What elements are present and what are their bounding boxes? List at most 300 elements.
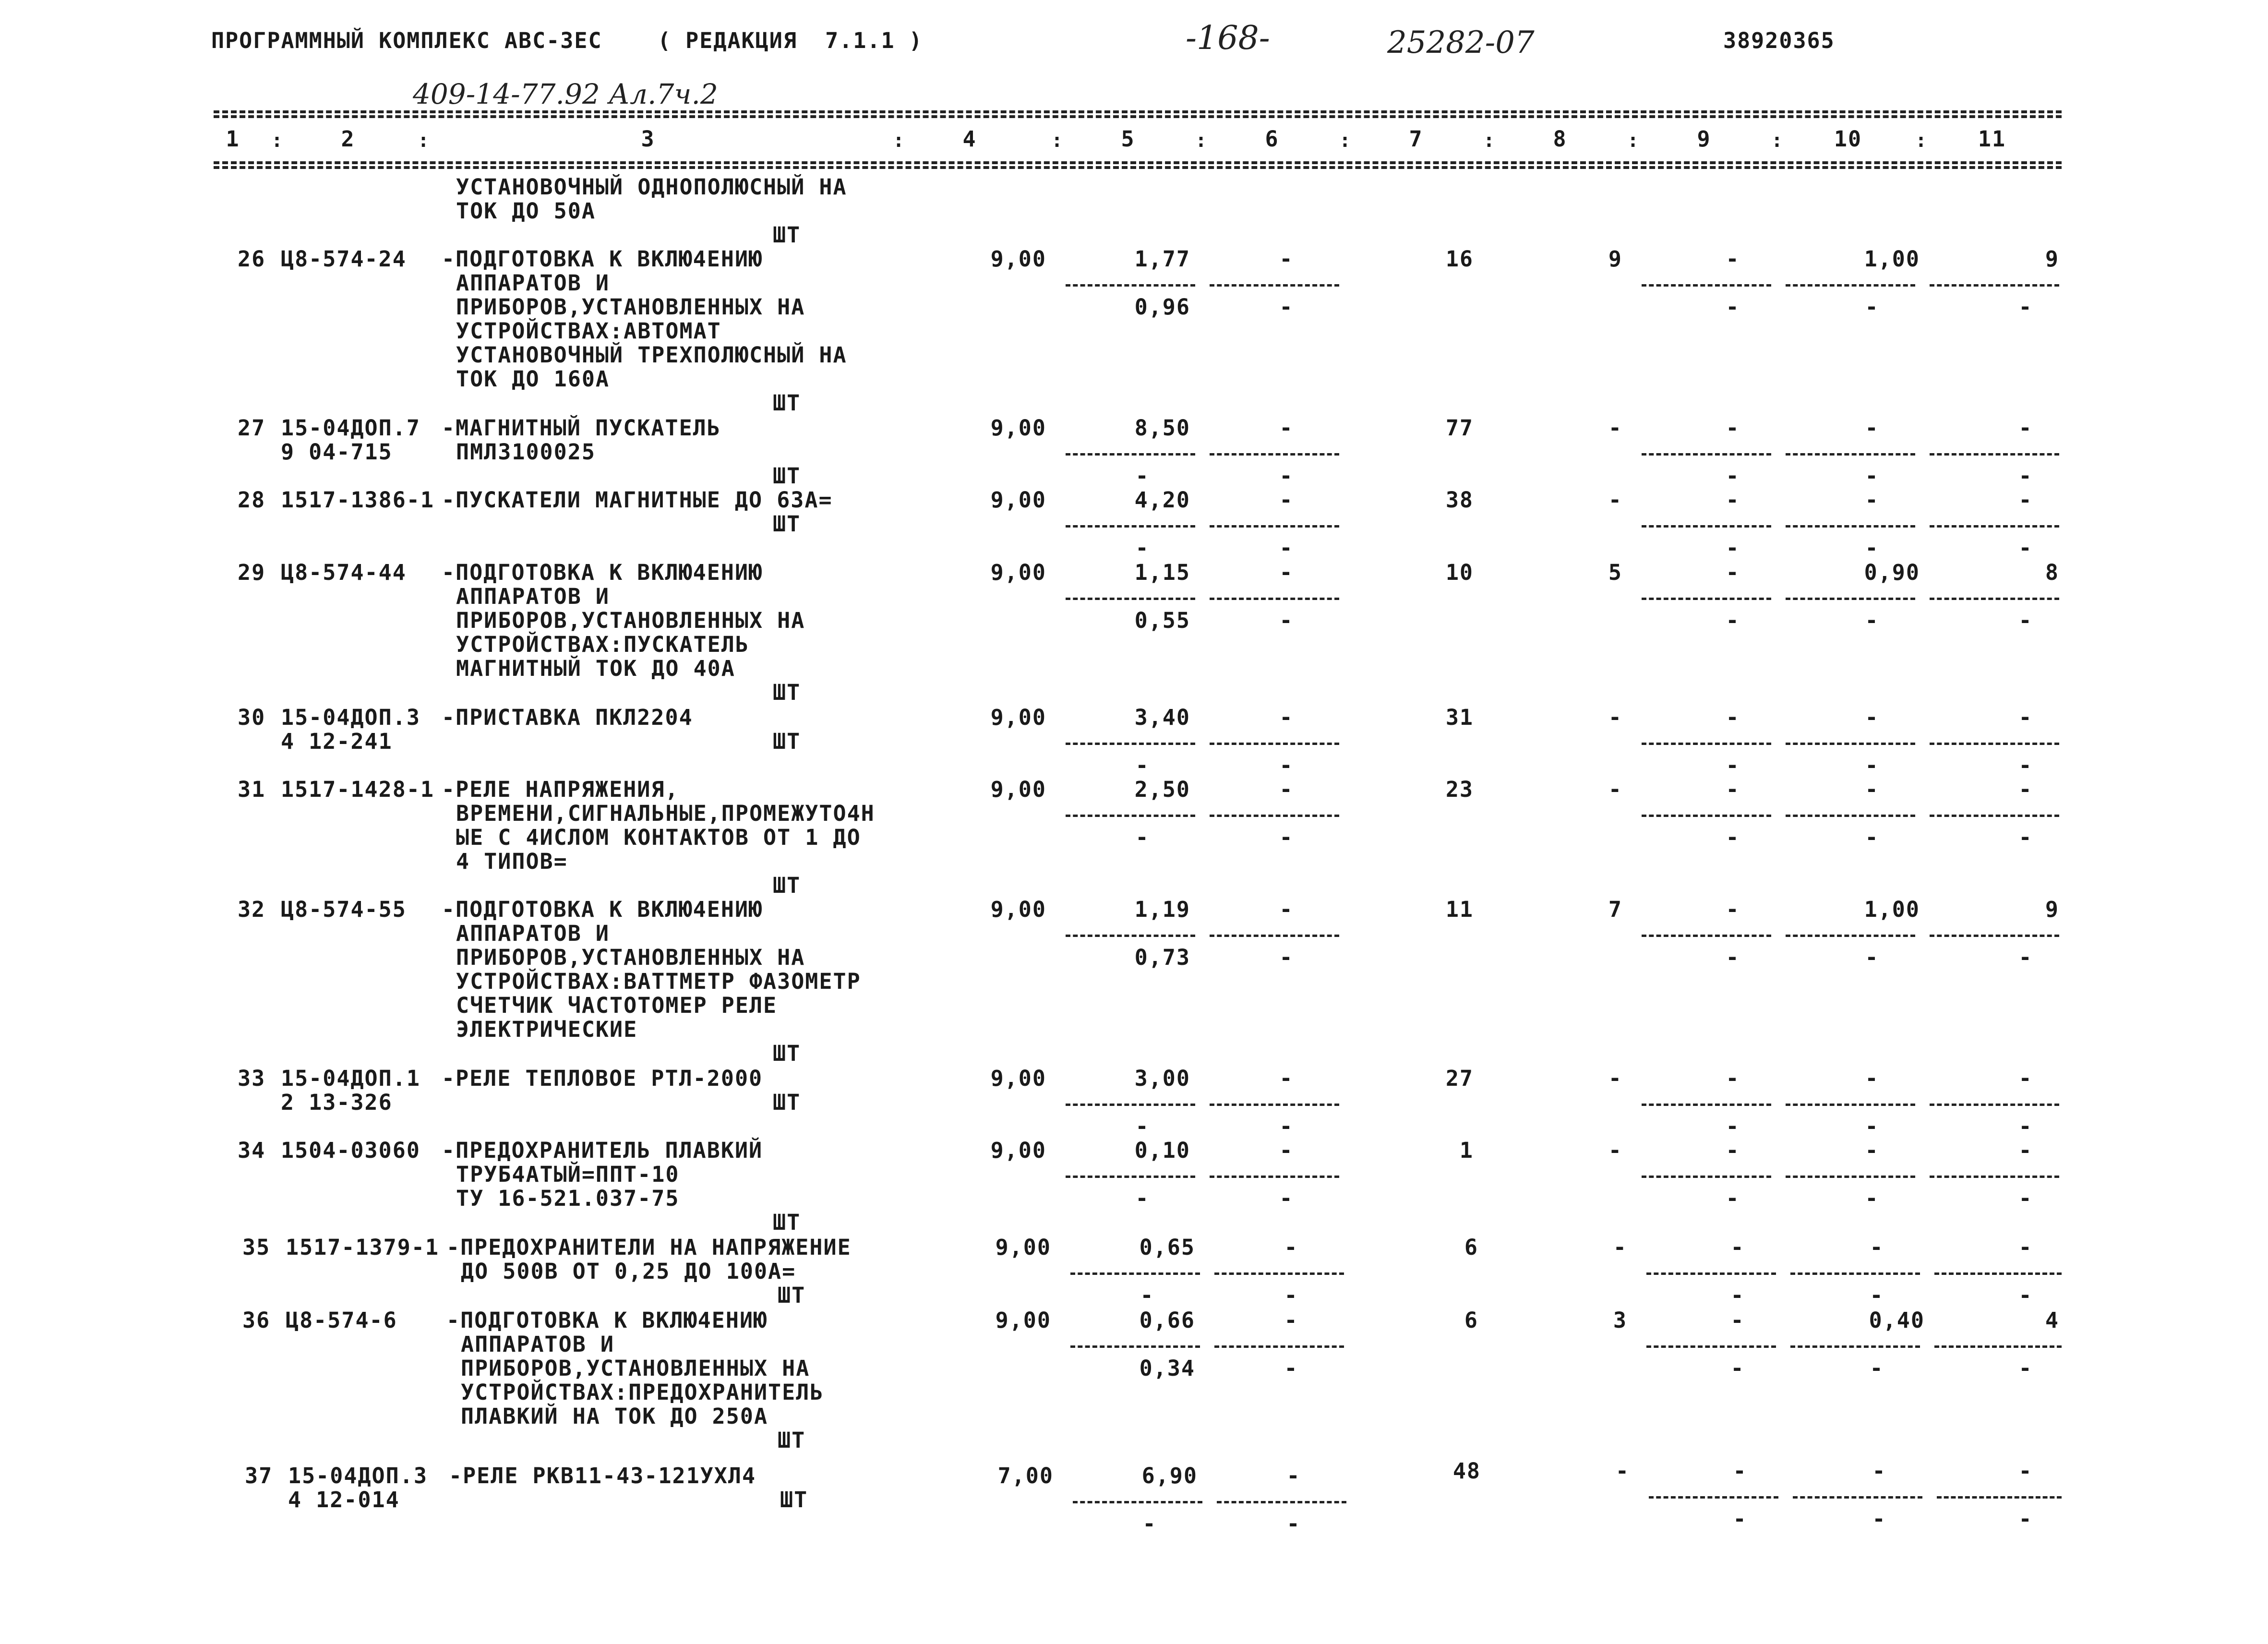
row-number: 26 xyxy=(238,246,266,272)
column-header-6: 6 xyxy=(1265,126,1279,152)
norm-code: 15-04ДОП.3 xyxy=(281,705,420,730)
col7-value: 6 xyxy=(1464,1308,1478,1333)
cell-underline xyxy=(1210,935,1339,937)
cell-underline xyxy=(1790,1345,1920,1348)
col10-value: - xyxy=(1865,777,1879,802)
column-header-5: 5 xyxy=(1121,126,1135,152)
norm-code-continuation: 2 13-326 xyxy=(281,1090,393,1115)
col9-value: - xyxy=(1730,1235,1745,1260)
col9-subvalue: - xyxy=(1726,1114,1740,1139)
col7-value: 38 xyxy=(1445,487,1474,513)
col9-value: - xyxy=(1726,415,1740,441)
column-header-4: 4 xyxy=(962,126,977,152)
col4-value: 9,00 xyxy=(990,1066,1046,1091)
cell-underline xyxy=(1214,1345,1344,1348)
description-line: ТОК ДО 50А xyxy=(456,198,596,224)
description-line: МАГНИТНЫЙ ТОК ДО 40А xyxy=(456,656,735,681)
description-line: ПРИБОРОВ,УСТАНОВЛЕННЫХ НА xyxy=(456,294,805,320)
description-line: -РЕЛЕ ТЕПЛОВОЕ РТЛ-2000 xyxy=(442,1066,763,1091)
col8-value: - xyxy=(1608,415,1622,441)
col6-subvalue: - xyxy=(1286,1511,1301,1536)
column-separator: : xyxy=(271,130,283,152)
col11-subvalue: - xyxy=(2018,1114,2033,1139)
description-line: -РЕЛЕ РКВ11-43-121УХЛ4 xyxy=(449,1463,756,1488)
col9-value: - xyxy=(1726,246,1740,272)
description-line: ДО 500В ОТ 0,25 ДО 100А= xyxy=(461,1259,796,1284)
col9-subvalue: - xyxy=(1726,1186,1740,1211)
col11-subvalue: - xyxy=(2018,535,2033,561)
col4-value: 9,00 xyxy=(995,1235,1051,1260)
col4-value: 9,00 xyxy=(990,246,1046,272)
row-number: 31 xyxy=(238,777,266,802)
norm-code: Ц8-574-44 xyxy=(281,560,407,585)
norm-code-continuation: 4 12-014 xyxy=(288,1487,400,1512)
description-line: ПЛАВКИЙ НА ТОК ДО 250А xyxy=(461,1404,768,1429)
column-separator: : xyxy=(893,130,905,152)
cell-underline xyxy=(1930,284,2059,287)
column-header-8: 8 xyxy=(1553,126,1567,152)
description-line: -РЕЛЕ НАПРЯЖЕНИЯ, xyxy=(442,777,679,802)
column-separator: : xyxy=(1195,130,1207,152)
cell-underline xyxy=(1642,598,1771,600)
description-line: СЧЕТЧИК ЧАСТОТОМЕР РЕЛЕ xyxy=(456,993,778,1018)
cell-underline xyxy=(1066,815,1195,817)
col11-subvalue: - xyxy=(2018,1506,2033,1532)
page-number-handwritten: -168- xyxy=(1186,19,1270,57)
col11-value: - xyxy=(2018,415,2033,441)
cell-underline xyxy=(1930,598,2059,600)
col4-value: 9,00 xyxy=(990,487,1046,513)
cell-underline xyxy=(1930,743,2059,745)
col8-value: - xyxy=(1608,1138,1622,1163)
col7-value: 11 xyxy=(1445,897,1474,922)
cell-underline xyxy=(1070,1345,1200,1348)
description-line: ПРИБОРОВ,УСТАНОВЛЕННЫХ НА xyxy=(456,608,805,633)
col10-subvalue: - xyxy=(1865,608,1879,633)
col5-value: 8,50 xyxy=(1134,415,1190,441)
col6-value: - xyxy=(1279,415,1294,441)
description-line: -ПРИСТАВКА ПКЛ2204 xyxy=(442,705,693,730)
col9-subvalue: - xyxy=(1726,535,1740,561)
col9-value: - xyxy=(1730,1308,1745,1333)
unit-label: ШТ xyxy=(773,873,801,898)
col6-subvalue: - xyxy=(1279,1186,1294,1211)
description-line: ЭЛЕКТРИЧЕСКИЕ xyxy=(456,1017,638,1042)
cell-underline xyxy=(1210,284,1339,287)
col9-value: - xyxy=(1726,1138,1740,1163)
header-rule-top-2 xyxy=(214,115,2062,118)
col10-subvalue: - xyxy=(1865,535,1879,561)
description-line: АППАРАТОВ И xyxy=(456,584,610,609)
col10-value: 1,00 xyxy=(1864,246,1920,272)
cell-underline xyxy=(1930,1176,2059,1178)
col11-value: - xyxy=(2018,1066,2033,1091)
col6-subvalue: - xyxy=(1279,825,1294,850)
col8-value: 9 xyxy=(1608,246,1622,272)
col6-value: - xyxy=(1279,560,1294,585)
col10-subvalue: - xyxy=(1872,1506,1886,1532)
row-number: 27 xyxy=(238,415,266,441)
col11-value: - xyxy=(2018,777,2033,802)
description-line: -МАГНИТНЫЙ ПУСКАТЕЛЬ xyxy=(442,415,721,441)
cell-underline xyxy=(1930,1104,2059,1106)
col7-value: 31 xyxy=(1445,705,1474,730)
col6-subvalue: - xyxy=(1279,294,1294,320)
col7-value: 48 xyxy=(1452,1458,1481,1484)
col6-value: - xyxy=(1279,897,1294,922)
col7-value: 77 xyxy=(1445,415,1474,441)
unit-label: ШТ xyxy=(778,1283,806,1308)
col5-subvalue: - xyxy=(1135,463,1150,489)
col10-value: - xyxy=(1870,1235,1884,1260)
cell-underline xyxy=(1930,935,2059,937)
cell-underline xyxy=(1786,525,1915,528)
col10-subvalue: - xyxy=(1870,1283,1884,1308)
cell-underline xyxy=(1786,284,1915,287)
cell-underline xyxy=(1066,935,1195,937)
col9-subvalue: - xyxy=(1726,294,1740,320)
col5-value: 0,66 xyxy=(1139,1308,1195,1333)
col11-value: 8 xyxy=(2045,560,2059,585)
cell-underline xyxy=(1930,525,2059,528)
unit-label: ШТ xyxy=(778,1428,806,1453)
col6-value: - xyxy=(1279,705,1294,730)
col9-value: - xyxy=(1726,897,1740,922)
description-line: -ПОДГОТОВКА К ВКЛЮ4ЕНИЮ xyxy=(442,246,763,272)
col6-value: - xyxy=(1279,1138,1294,1163)
col5-value: 4,20 xyxy=(1134,487,1190,513)
col8-value: - xyxy=(1608,487,1622,513)
row-number: 35 xyxy=(242,1235,271,1260)
row-number: 29 xyxy=(238,560,266,585)
column-header-9: 9 xyxy=(1697,126,1711,152)
col11-value: 4 xyxy=(2045,1308,2059,1333)
description-line: -ПРЕДОХРАНИТЕЛЬ ПЛАВКИЙ xyxy=(442,1138,763,1163)
column-separator: : xyxy=(1051,130,1063,152)
column-separator: : xyxy=(418,130,430,152)
col7-value: 16 xyxy=(1445,246,1474,272)
col5-value: 0,65 xyxy=(1139,1235,1195,1260)
description-line: ТРУБ4АТЫЙ=ППТ-10 xyxy=(456,1162,680,1187)
col10-value: - xyxy=(1865,1138,1879,1163)
norm-code: 1517-1428-1 xyxy=(281,777,435,802)
col9-subvalue: - xyxy=(1726,608,1740,633)
col5-value: 6,90 xyxy=(1141,1463,1198,1488)
col8-value: - xyxy=(1608,1066,1622,1091)
cell-underline xyxy=(1073,1501,1202,1503)
col4-value: 9,00 xyxy=(990,560,1046,585)
col10-value: - xyxy=(1865,415,1879,441)
col9-value: - xyxy=(1733,1458,1747,1484)
cell-underline xyxy=(1210,598,1339,600)
col11-subvalue: - xyxy=(2018,1356,2033,1381)
col8-value: 3 xyxy=(1613,1308,1627,1333)
column-header-1: 1 xyxy=(226,126,240,152)
norm-code: 15-04ДОП.3 xyxy=(288,1463,428,1488)
col9-subvalue: - xyxy=(1730,1356,1745,1381)
col4-value: 9,00 xyxy=(990,705,1046,730)
col8-value: 5 xyxy=(1608,560,1622,585)
row-number: 37 xyxy=(245,1463,273,1488)
col9-subvalue: - xyxy=(1726,825,1740,850)
description-line: -ПРЕДОХРАНИТЕЛИ НА НАПРЯЖЕНИЕ xyxy=(446,1235,852,1260)
col4-value: 7,00 xyxy=(997,1463,1054,1488)
cell-underline xyxy=(1642,453,1771,456)
cell-underline xyxy=(1786,743,1915,745)
col10-subvalue: - xyxy=(1865,825,1879,850)
col6-subvalue: - xyxy=(1284,1283,1298,1308)
col4-value: 9,00 xyxy=(990,415,1046,441)
cell-underline xyxy=(1786,453,1915,456)
col10-value: - xyxy=(1865,705,1879,730)
cell-underline xyxy=(1210,815,1339,817)
col10-value: 0,90 xyxy=(1864,560,1920,585)
col10-value: - xyxy=(1865,487,1879,513)
cell-underline xyxy=(1642,1176,1771,1178)
unit-label: ШТ xyxy=(773,463,801,489)
col7-value: 27 xyxy=(1445,1066,1474,1091)
column-header-7: 7 xyxy=(1409,126,1423,152)
cell-underline xyxy=(1642,815,1771,817)
col11-value: - xyxy=(2018,487,2033,513)
col9-value: - xyxy=(1726,1066,1740,1091)
col9-subvalue: - xyxy=(1730,1283,1745,1308)
col11-subvalue: - xyxy=(2018,753,2033,778)
col5-subvalue: - xyxy=(1135,535,1150,561)
cell-underline xyxy=(1642,935,1771,937)
col7-value: 6 xyxy=(1464,1235,1478,1260)
col4-value: 9,00 xyxy=(995,1308,1051,1333)
description-line: ВРЕМЕНИ,СИГНАЛЬНЫЕ,ПРОМЕЖУТО4Н xyxy=(456,801,875,826)
edition-label: ( РЕДАКЦИЯ 7.1.1 ) xyxy=(658,28,923,53)
description-line: УСТРОЙСТВАХ:АВТОМАТ xyxy=(456,318,721,344)
cell-underline xyxy=(1642,1104,1771,1106)
col9-value: - xyxy=(1726,705,1740,730)
cell-underline xyxy=(1786,598,1915,600)
cell-underline xyxy=(1930,815,2059,817)
cell-underline xyxy=(1642,525,1771,528)
cell-underline xyxy=(1066,284,1195,287)
cell-underline xyxy=(1930,453,2059,456)
norm-code-continuation: 4 12-241 xyxy=(281,729,393,754)
cell-underline xyxy=(1210,743,1339,745)
col10-subvalue: - xyxy=(1865,945,1879,970)
description-line: ТОК ДО 160А xyxy=(456,366,610,392)
col10-subvalue: - xyxy=(1865,1114,1879,1139)
cell-underline xyxy=(1646,1272,1776,1275)
col10-value: 1,00 xyxy=(1864,897,1920,922)
document-number-handwritten: 25282-07 xyxy=(1387,25,1535,60)
norm-code: 15-04ДОП.1 xyxy=(281,1066,420,1091)
col4-value: 9,00 xyxy=(990,897,1046,922)
unit-label: ШТ xyxy=(773,222,801,248)
col5-value: 3,40 xyxy=(1134,705,1190,730)
album-reference-handwritten: 409-14-77.92 Ал.7ч.2 xyxy=(413,78,718,110)
col6-value: - xyxy=(1279,487,1294,513)
col10-value: 0,40 xyxy=(1869,1308,1925,1333)
cell-underline xyxy=(1066,1104,1195,1106)
norm-code: 1504-03060 xyxy=(281,1138,420,1163)
col10-value: - xyxy=(1872,1458,1886,1484)
cell-underline xyxy=(1793,1496,1922,1499)
col11-value: - xyxy=(2018,1458,2033,1484)
header-rule-bottom-2 xyxy=(214,166,2062,169)
col11-subvalue: - xyxy=(2018,608,2033,633)
column-separator: : xyxy=(1339,130,1351,152)
description-line: УСТАНОВОЧНЫЙ ТРЕХПОЛЮСНЫЙ НА xyxy=(456,342,847,368)
row-number: 33 xyxy=(238,1066,266,1091)
col10-subvalue: - xyxy=(1865,753,1879,778)
col6-subvalue: - xyxy=(1279,753,1294,778)
cell-underline xyxy=(1934,1345,2062,1348)
col5-subvalue: - xyxy=(1135,1186,1150,1211)
cell-underline xyxy=(1937,1496,2062,1499)
column-header-3: 3 xyxy=(641,126,655,152)
cell-underline xyxy=(1214,1272,1344,1275)
col6-value: - xyxy=(1279,246,1294,272)
description-line: УСТАНОВОЧНЫЙ ОДНОПОЛЮСНЫЙ НА xyxy=(456,174,847,200)
col4-value: 9,00 xyxy=(990,1138,1046,1163)
norm-code-continuation: 9 04-715 xyxy=(281,439,393,465)
norm-code: 15-04ДОП.7 xyxy=(281,415,420,441)
description-line: ПМЛ3100025 xyxy=(456,439,596,465)
col8-value: - xyxy=(1613,1235,1627,1260)
row-number: 28 xyxy=(238,487,266,513)
column-header-2: 2 xyxy=(341,126,355,152)
row-number: 34 xyxy=(238,1138,266,1163)
description-line: АППАРАТОВ И xyxy=(456,921,610,946)
cell-underline xyxy=(1646,1345,1776,1348)
col5-value: 3,00 xyxy=(1134,1066,1190,1091)
description-line: -ПОДГОТОВКА К ВКЛЮ4ЕНИЮ xyxy=(442,560,763,585)
col5-value: 2,50 xyxy=(1134,777,1190,802)
unit-label: ШТ xyxy=(773,511,801,537)
unit-label: ШТ xyxy=(773,1210,801,1235)
col6-subvalue: - xyxy=(1279,608,1294,633)
col8-value: - xyxy=(1615,1458,1630,1484)
col5-subvalue: 0,34 xyxy=(1139,1356,1195,1381)
col11-value: - xyxy=(2018,705,2033,730)
col10-subvalue: - xyxy=(1865,1186,1879,1211)
col9-subvalue: - xyxy=(1726,463,1740,489)
cell-underline xyxy=(1210,453,1339,456)
header-rule-top xyxy=(214,110,2062,113)
col5-value: 1,77 xyxy=(1134,246,1190,272)
col6-value: - xyxy=(1284,1308,1298,1333)
col9-subvalue: - xyxy=(1726,753,1740,778)
col5-subvalue: 0,96 xyxy=(1134,294,1190,320)
col6-value: - xyxy=(1284,1235,1298,1260)
description-line: ПРИБОРОВ,УСТАНОВЛЕННЫХ НА xyxy=(461,1356,810,1381)
col7-value: 10 xyxy=(1445,560,1474,585)
col6-value: - xyxy=(1286,1463,1301,1488)
col7-value: 23 xyxy=(1445,777,1474,802)
unit-label: ШТ xyxy=(773,1090,801,1115)
cell-underline xyxy=(1070,1272,1200,1275)
col6-value: - xyxy=(1279,777,1294,802)
column-header-11: 11 xyxy=(1978,126,2006,152)
col9-value: - xyxy=(1726,777,1740,802)
cell-underline xyxy=(1649,1496,1778,1499)
column-header-10: 10 xyxy=(1834,126,1862,152)
col5-subvalue: 0,55 xyxy=(1134,608,1190,633)
description-line: ЫЕ С 4ИСЛОМ КОНТАКТОВ ОТ 1 ДО xyxy=(456,825,861,850)
col8-value: - xyxy=(1608,777,1622,802)
col5-subvalue: - xyxy=(1135,1114,1150,1139)
cell-underline xyxy=(1786,1104,1915,1106)
cell-underline xyxy=(1790,1272,1920,1275)
unit-label: ШТ xyxy=(773,680,801,705)
cell-underline xyxy=(1210,525,1339,528)
norm-code: 1517-1379-1 xyxy=(286,1235,440,1260)
col9-subvalue: - xyxy=(1733,1506,1747,1532)
col10-value: - xyxy=(1865,1066,1879,1091)
cell-underline xyxy=(1786,1176,1915,1178)
col11-value: - xyxy=(2018,1138,2033,1163)
cell-underline xyxy=(1642,284,1771,287)
col5-subvalue: - xyxy=(1142,1511,1157,1536)
col11-subvalue: - xyxy=(2018,945,2033,970)
col5-subvalue: - xyxy=(1135,825,1150,850)
cell-underline xyxy=(1217,1501,1346,1503)
unit-label: ШТ xyxy=(773,390,801,416)
cell-underline xyxy=(1066,453,1195,456)
column-separator: : xyxy=(1627,130,1639,152)
col6-subvalue: - xyxy=(1284,1356,1298,1381)
col6-value: - xyxy=(1279,1066,1294,1091)
cell-underline xyxy=(1210,1104,1339,1106)
col9-value: - xyxy=(1726,487,1740,513)
row-number: 36 xyxy=(242,1308,271,1333)
col5-value: 0,10 xyxy=(1134,1138,1190,1163)
col8-value: - xyxy=(1608,705,1622,730)
col11-subvalue: - xyxy=(2018,825,2033,850)
col5-subvalue: - xyxy=(1135,753,1150,778)
col6-subvalue: - xyxy=(1279,535,1294,561)
col5-value: 1,19 xyxy=(1134,897,1190,922)
col8-value: 7 xyxy=(1608,897,1622,922)
description-line: -ПОДГОТОВКА К ВКЛЮ4ЕНИЮ xyxy=(442,897,763,922)
cell-underline xyxy=(1210,1176,1339,1178)
norm-code: Ц8-574-24 xyxy=(281,246,407,272)
col11-value: 9 xyxy=(2045,246,2059,272)
cell-underline xyxy=(1786,815,1915,817)
norm-code: Ц8-574-55 xyxy=(281,897,407,922)
norm-code: Ц8-574-6 xyxy=(286,1308,397,1333)
col9-subvalue: - xyxy=(1726,945,1740,970)
description-line: АППАРАТОВ И xyxy=(456,270,610,296)
col6-subvalue: - xyxy=(1279,945,1294,970)
col10-subvalue: - xyxy=(1870,1356,1884,1381)
header-rule-bottom xyxy=(214,161,2062,164)
cell-underline xyxy=(1786,935,1915,937)
unit-label: ШТ xyxy=(773,1041,801,1066)
col10-subvalue: - xyxy=(1865,463,1879,489)
col11-subvalue: - xyxy=(2018,463,2033,489)
description-line: УСТРОЙСТВАХ:ВАТТМЕТР ФАЗОМЕТР xyxy=(456,969,861,994)
description-line: УСТРОЙСТВАХ:ПРЕДОХРАНИТЕЛЬ xyxy=(461,1380,824,1405)
col5-subvalue: - xyxy=(1140,1283,1154,1308)
norm-code: 1517-1386-1 xyxy=(281,487,435,513)
cell-underline xyxy=(1066,525,1195,528)
unit-label: ШТ xyxy=(773,729,801,754)
col10-subvalue: - xyxy=(1865,294,1879,320)
column-separator: : xyxy=(1915,130,1927,152)
col5-subvalue: 0,73 xyxy=(1134,945,1190,970)
description-line: ТУ 16-521.037-75 xyxy=(456,1186,680,1211)
col7-value: 1 xyxy=(1459,1138,1474,1163)
cell-underline xyxy=(1934,1272,2062,1275)
